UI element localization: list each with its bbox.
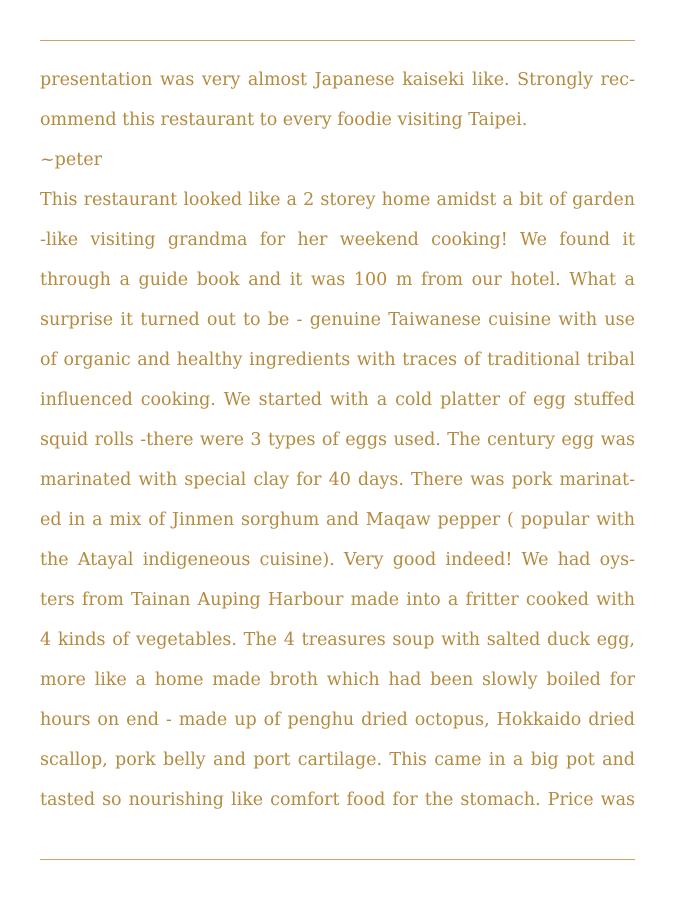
text-line: marinated with special clay for 40 days. There was pork marinat- <box>40 470 635 490</box>
text-line: scallop, pork belly and port cartilage. This came in a big pot and <box>40 750 635 770</box>
text-line: more like a home made broth which had been slowly boiled for <box>40 670 635 690</box>
text-line: ommend this restaurant to every foodie visiting Taipei. <box>40 110 528 130</box>
text-line: of organic and healthy ingredients with traces of traditional tribal <box>40 350 635 370</box>
text-line: surprise it turned out to be - genuine Taiwanese cuisine with use <box>40 310 635 330</box>
text-line: ters from Tainan Auping Harbour made into a fritter cooked with <box>40 590 635 610</box>
text-line: ed in a mix of Jinmen sorghum and Maqaw pepper ( popular with <box>40 510 635 530</box>
text-line: squid rolls -there were 3 types of eggs used. The century egg was <box>40 430 635 450</box>
text-line: hours on end - made up of penghu dried octopus, Hokkaido dried <box>40 710 635 730</box>
text-line: presentation was very almost Japanese kaiseki like. Strongly rec- <box>40 70 635 90</box>
text-line: tasted so nourishing like comfort food for the stomach. Price was <box>40 790 635 810</box>
bottom-divider <box>40 859 635 860</box>
text-line: This restaurant looked like a 2 storey home amidst a bit of garden <box>40 190 635 210</box>
text-line: influenced cooking. We started with a cold platter of egg stuffed <box>40 390 635 410</box>
top-divider <box>40 40 635 41</box>
author-signature: ~peter <box>40 150 102 170</box>
review-text <box>40 60 635 820</box>
text-line: the Atayal indigeneous cuisine). Very good indeed! We had oys- <box>40 550 635 570</box>
text-line: -like visiting grandma for her weekend cooking! We found it <box>40 230 635 250</box>
text-line: through a guide book and it was 100 m from our hotel. What a <box>40 270 635 290</box>
text-line: 4 kinds of vegetables. The 4 treasures soup with salted duck egg, <box>40 630 635 650</box>
